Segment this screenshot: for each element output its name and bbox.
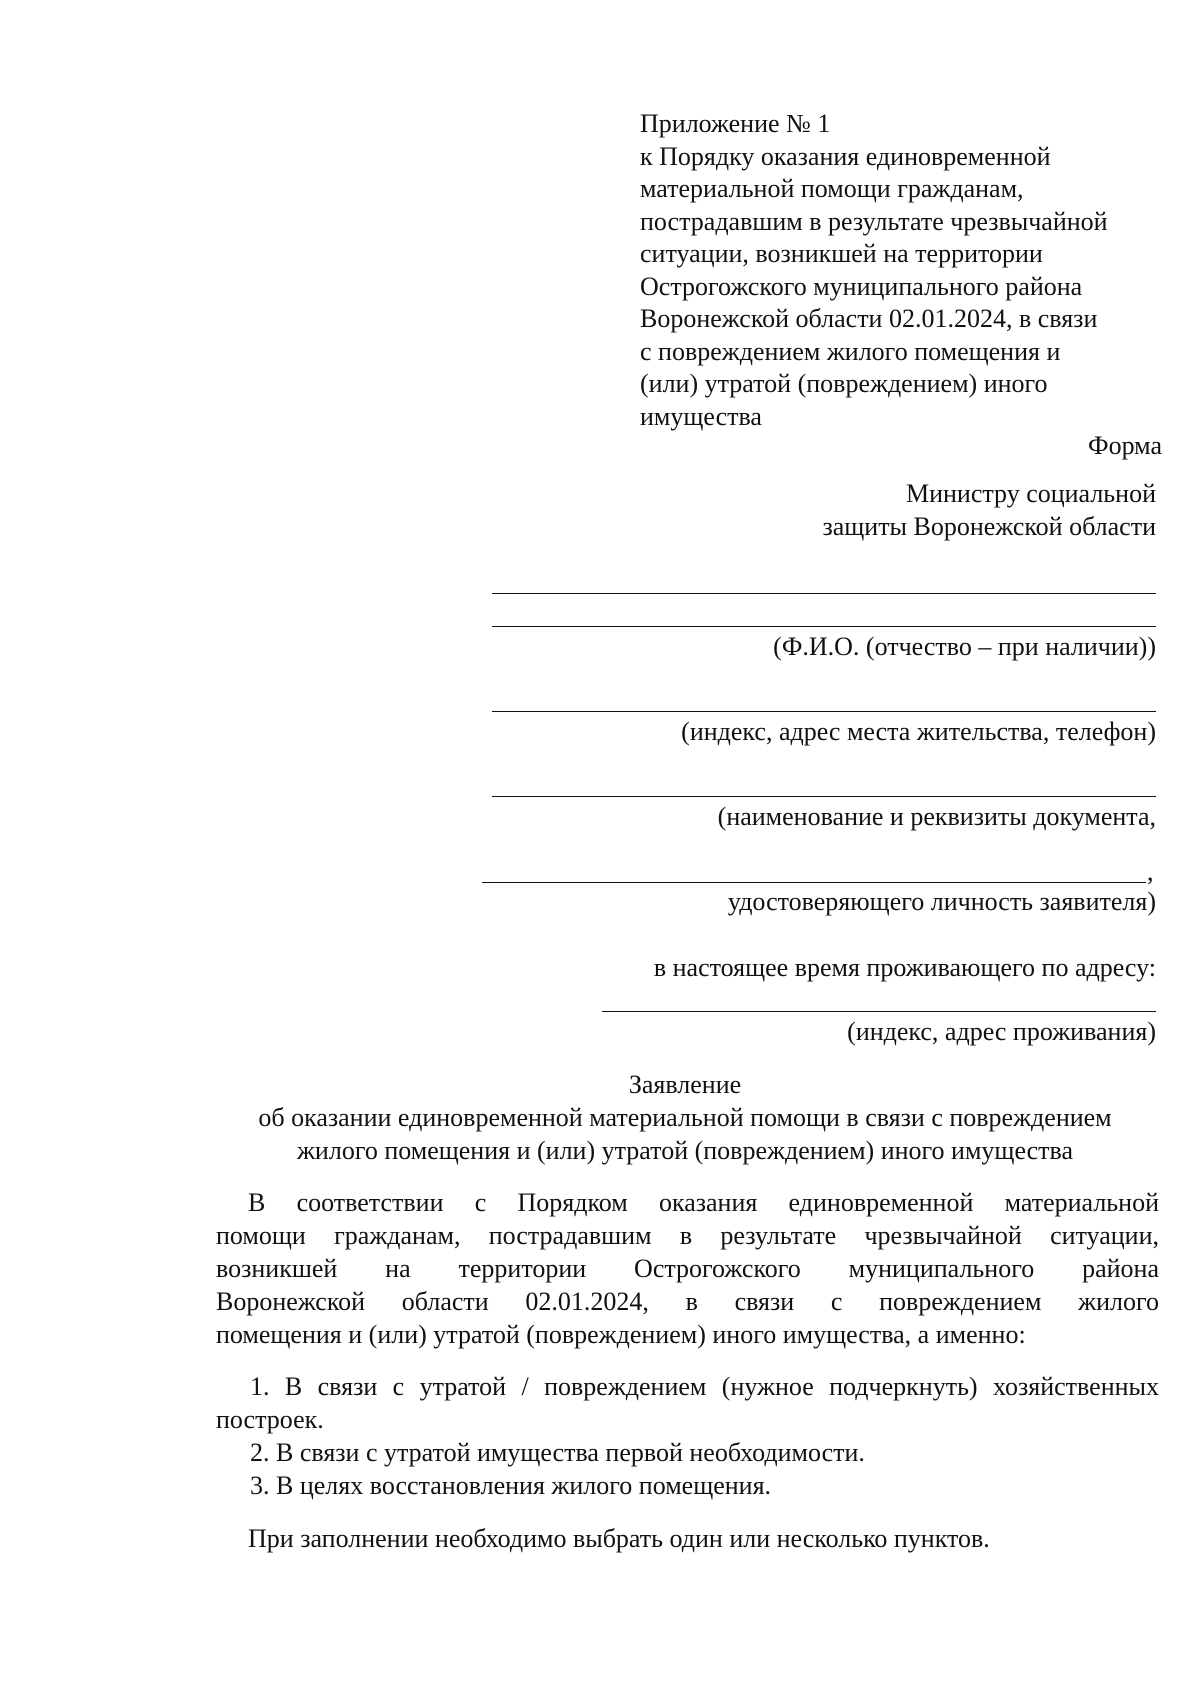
document-subtitle-1: об оказании единовременной материальной помощи в связи с повреждением [258, 1103, 1112, 1132]
document-title: Заявление [628, 1070, 742, 1099]
list-item-1-continuation: построек. [216, 1405, 324, 1434]
body-line: В соответствии с Порядком оказания единовременной материальной [248, 1188, 1159, 1217]
addressee-line-1: Министру социальной [905, 479, 1156, 508]
appendix-line: с повреждением жилого помещения и [640, 336, 1061, 366]
appendix-line: Острогожского муниципального района [640, 271, 1083, 301]
document-caption: (наименование и реквизиты документа, [717, 802, 1156, 831]
document-comma: , [1147, 857, 1154, 886]
current-address-line[interactable] [602, 1011, 1156, 1012]
appendix-line: ситуации, возникшей на территории [640, 239, 1043, 268]
appendix-line: Воронежской области 02.01.2024, в связи [640, 304, 1098, 333]
list-item-3: 3. В целях восстановления жилого помещения. [250, 1471, 772, 1500]
body-line: помещения и (или) утратой (повреждением) иного имущества, а именно: [216, 1320, 1026, 1349]
body-line: возникшей на территории Острогожского муниципального района [216, 1254, 1159, 1283]
appendix-line: пострадавшим в результате чрезвычайной [640, 206, 1108, 236]
appendix-line: к Порядку оказания единовременной [640, 141, 1051, 171]
selection-note: При заполнении необходимо выбрать один или несколько пунктов. [248, 1524, 990, 1553]
document-line-2[interactable] [482, 882, 1146, 883]
appendix-header [640, 108, 1180, 433]
addressee-line-2: защиты Воронежской области [822, 512, 1156, 541]
address-line[interactable] [492, 711, 1156, 712]
document-subtitle-2: жилого помещения и (или) утратой (повреждением) иного имущества [296, 1136, 1074, 1165]
current-address-caption: (индекс, адрес проживания) [847, 1017, 1156, 1046]
list-item-1: 1. В связи с утратой / повреждением (нужное подчеркнуть) хозяйственных [250, 1372, 1159, 1401]
fio-line-1[interactable] [492, 593, 1156, 594]
fio-line-2[interactable] [492, 626, 1156, 627]
appendix-line: Приложение № 1 [640, 109, 831, 138]
body-line: Воронежской области 02.01.2024, в связи с повреждением жилого [216, 1287, 1159, 1316]
current-address-label: в настоящее время проживающего по адресу: [653, 953, 1156, 982]
list-item-2: 2. В связи с утратой имущества первой необходимости. [250, 1438, 865, 1467]
address-caption: (индекс, адрес места жительства, телефон) [681, 717, 1156, 746]
document-line-1[interactable] [492, 796, 1156, 797]
document-caption-2: удостоверяющего личность заявителя) [727, 887, 1156, 916]
fio-caption: (Ф.И.О. (отчество – при наличии)) [773, 632, 1156, 661]
appendix-line: материальной помощи гражданам, [640, 174, 1024, 203]
form-label: Форма [1088, 431, 1162, 460]
appendix-line: (или) утратой (повреждением) иного [640, 369, 1048, 398]
body-line: помощи гражданам, пострадавшим в результате чрезвычайной ситуации, [216, 1221, 1159, 1250]
appendix-line: имущества [640, 401, 762, 431]
